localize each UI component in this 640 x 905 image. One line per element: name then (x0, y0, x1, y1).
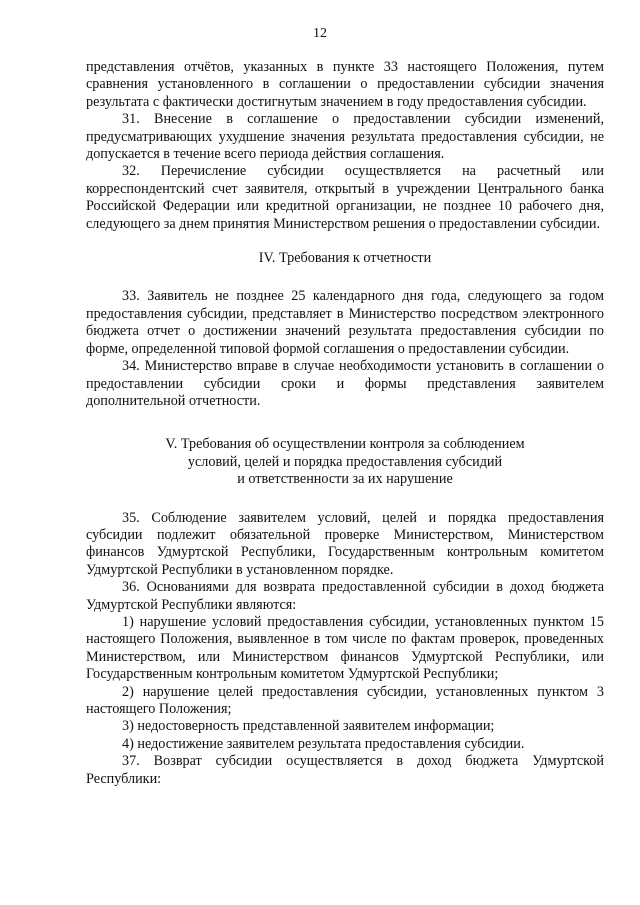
paragraph-37: 37. Возврат субсидии осуществляется в доход бюджета Удмуртской Республики: (86, 753, 604, 787)
list-item: 3) недостоверность представленной заявителем информации; (122, 718, 495, 735)
document-body (86, 59, 604, 788)
section-heading-iv: IV. Требования к отчетности (258, 250, 432, 267)
paragraph-33: 33. Заявитель не позднее 25 календарного дня года, следующего за годом предоставления субсидии, представляет в Министерство посредством электронного бюджета отчет о достижении значений результата предоставления субсидии по форме, определенной типовой формой соглашения о предоставлении субсидии. (86, 288, 604, 357)
paragraph-continuation: представления отчётов, указанных в пункте 33 настоящего Положения, путем сравнения установленного в соглашении о предоставлении субсидии значения результата с фактически достигнутым значением в году предоставления субсидии. (86, 59, 604, 110)
paragraph-31: 31. Внесение в соглашение о предоставлении субсидии изменений, предусматривающих ухудшение значения результата предоставления субсидии, не допускается в течение всего периода действия соглашения. (86, 111, 604, 163)
paragraph-32: 32. Перечисление субсидии осуществляется на расчетный или корреспондентский счет заявителя, открытый в учреждении Центрального банка Российской Федерации или кредитной организации, не позднее 10 рабочего дня, следующего за днем принятия Министерством решения о предоставлении субсидии. (86, 163, 604, 232)
paragraph-35: 35. Соблюдение заявителем условий, целей и порядка предоставления субсидии подлежит обязательной проверке Министерством, Министерством финансов Удмуртской Республики, Государственным контрольным комитетом Удмуртской Республики в установленном порядке. (86, 509, 604, 578)
section-heading-v (86, 436, 604, 488)
list-item: 4) недостижение заявителем результата предоставления субсидии. (122, 735, 525, 752)
paragraph-36: 36. Основаниями для возврата предоставленной субсидии в доход бюджета Удмуртской Республики являются: (86, 579, 604, 613)
list-item: 2) нарушение целей предоставления субсидии, установленных пунктом 3 настоящего Положения; (86, 683, 604, 717)
list-item: 1) нарушение условий предоставления субсидии, установленных пунктом 15 настоящего Положения, выявленное в том числе по фактам проверок, проведенных Министерством, или Министерством финансов Удмуртской Республики, или Государственным контрольным комитетом Удмуртской Республики; (86, 613, 604, 683)
page-number: 12 (313, 26, 327, 41)
paragraph-34: 34. Министерство вправе в случае необходимости установить в соглашении о предоставлении субсидии сроки и формы представления заявителем дополнительной отчетности. (86, 358, 604, 409)
section-heading-v-line: V. Требования об осуществлении контроля за соблюдением (165, 436, 525, 453)
section-heading-v-line: условий, целей и порядка предоставления субсидий (187, 453, 503, 470)
section-heading-v-line: и ответственности за их нарушение (237, 471, 453, 488)
